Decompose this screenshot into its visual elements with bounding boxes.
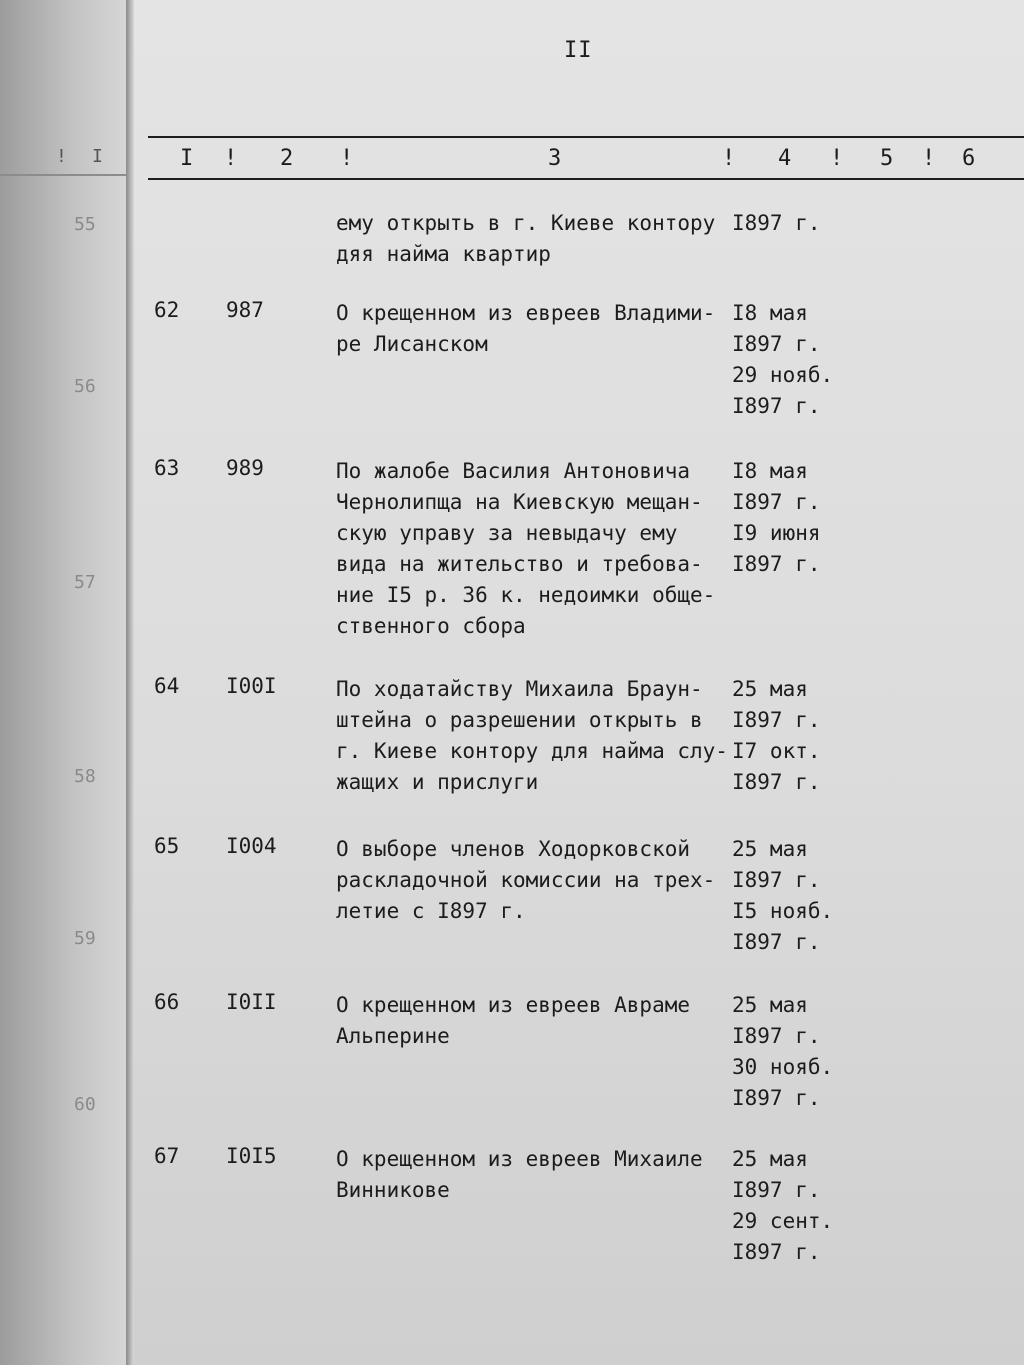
description-line: О крещенном из евреев Авраме <box>336 993 691 1017</box>
entry-dates <box>732 1144 833 1268</box>
description-line: г. Киеве контору для найма слу- <box>336 739 728 763</box>
header-separator: ! <box>224 146 238 171</box>
entry-dates <box>732 298 833 422</box>
date-line: I897 г. <box>732 1086 821 1110</box>
ghost-number: 55 <box>74 214 96 235</box>
facing-page <box>0 0 126 1365</box>
description-line: О выборе членов Ходорковской <box>336 837 691 861</box>
header-col-6: 6 <box>962 146 976 171</box>
description-line: ние I5 р. 36 к. недоимки обще- <box>336 583 716 607</box>
entry-number: 62 <box>154 298 180 322</box>
entry-dates <box>732 208 821 239</box>
book-spine <box>126 0 134 1365</box>
entry-number: 63 <box>154 456 180 480</box>
left-page-col-header: I <box>92 146 103 167</box>
description-line: Альперине <box>336 1024 450 1048</box>
description-line: По жалобе Василия Антоновича <box>336 459 691 483</box>
date-line: I5 нояб. <box>732 899 834 923</box>
left-page-separator: ! <box>56 146 67 167</box>
description-line: ственного сбора <box>336 614 526 638</box>
entry-description <box>336 990 734 1052</box>
left-page-rule <box>0 174 126 176</box>
file-number: 987 <box>226 298 264 322</box>
description-line: ре Лисанском <box>336 332 488 356</box>
date-line: 25 мая <box>732 677 808 701</box>
date-line: I897 г. <box>732 770 821 794</box>
header-col-2: 2 <box>280 146 294 171</box>
header-separator: ! <box>922 146 936 171</box>
entry-description <box>336 834 734 927</box>
entry-description <box>336 298 734 360</box>
entry-description <box>336 1144 734 1206</box>
date-line: 29 нояб. <box>732 363 834 387</box>
date-line: I897 г. <box>732 930 821 954</box>
date-line: 25 мая <box>732 1147 808 1171</box>
entry-number: 66 <box>154 990 180 1014</box>
date-line: I9 июня <box>732 521 821 545</box>
date-line: I897 г. <box>732 1024 821 1048</box>
file-number: I0II <box>226 990 277 1014</box>
header-col-1: I <box>180 146 194 171</box>
ghost-number: 57 <box>74 572 96 593</box>
date-line: 25 мая <box>732 993 808 1017</box>
header-top-rule <box>148 136 1024 138</box>
description-line: штейна о разрешении открыть в <box>336 708 703 732</box>
header-separator: ! <box>340 146 354 171</box>
description-line: По ходатайству Михаила Браун- <box>336 677 703 701</box>
entry-description <box>336 674 734 798</box>
date-line: I8 мая <box>732 459 808 483</box>
description-line: Чернолипща на Киевскую мещан- <box>336 490 703 514</box>
description-line: вида на жительство и требова- <box>336 552 703 576</box>
date-line: I897 г. <box>732 1178 821 1202</box>
date-line: I897 г. <box>732 394 821 418</box>
date-line: I897 г. <box>732 868 821 892</box>
entry-description <box>336 208 734 270</box>
page-number: II <box>564 38 593 63</box>
description-line: дяя найма квартир <box>336 242 551 266</box>
date-line: I897 г. <box>732 490 821 514</box>
date-line: I897 г. <box>732 708 821 732</box>
entry-dates <box>732 990 833 1114</box>
ghost-number: 56 <box>74 376 96 397</box>
date-line: 29 сент. <box>732 1209 834 1233</box>
entry-dates <box>732 834 833 958</box>
file-number: I0I5 <box>226 1144 277 1168</box>
document-page <box>134 0 1024 1365</box>
date-line: I897 г. <box>732 211 821 235</box>
file-number: I004 <box>226 834 277 858</box>
file-number: I00I <box>226 674 277 698</box>
header-separator: ! <box>722 146 736 171</box>
date-line: 30 нояб. <box>732 1055 834 1079</box>
description-line: скую управу за невыдачу ему <box>336 521 678 545</box>
description-line: летие с I897 г. <box>336 899 526 923</box>
header-col-3: 3 <box>548 146 562 171</box>
date-line: I897 г. <box>732 332 821 356</box>
file-number: 989 <box>226 456 264 480</box>
description-line: ему открыть в г. Киеве контору <box>336 211 716 235</box>
entry-number: 67 <box>154 1144 180 1168</box>
date-line: 25 мая <box>732 837 808 861</box>
date-line: I8 мая <box>732 301 808 325</box>
date-line: I897 г. <box>732 1240 821 1264</box>
header-col-4: 4 <box>778 146 792 171</box>
description-line: раскладочной комиссии на трех- <box>336 868 716 892</box>
entry-description <box>336 456 734 642</box>
entry-dates <box>732 674 821 798</box>
description-line: О крещенном из евреев Михаиле <box>336 1147 703 1171</box>
description-line: Винникове <box>336 1178 450 1202</box>
description-line: жащих и прислуги <box>336 770 539 794</box>
date-line: I897 г. <box>732 552 821 576</box>
header-col-5: 5 <box>880 146 894 171</box>
ghost-number: 58 <box>74 766 96 787</box>
entry-number: 64 <box>154 674 180 698</box>
header-separator: ! <box>830 146 844 171</box>
entry-dates <box>732 456 821 580</box>
date-line: I7 окт. <box>732 739 821 763</box>
header-bottom-rule <box>148 178 1024 180</box>
ghost-number: 59 <box>74 928 96 949</box>
description-line: О крещенном из евреев Владими- <box>336 301 716 325</box>
entry-number: 65 <box>154 834 180 858</box>
ghost-number: 60 <box>74 1094 96 1115</box>
